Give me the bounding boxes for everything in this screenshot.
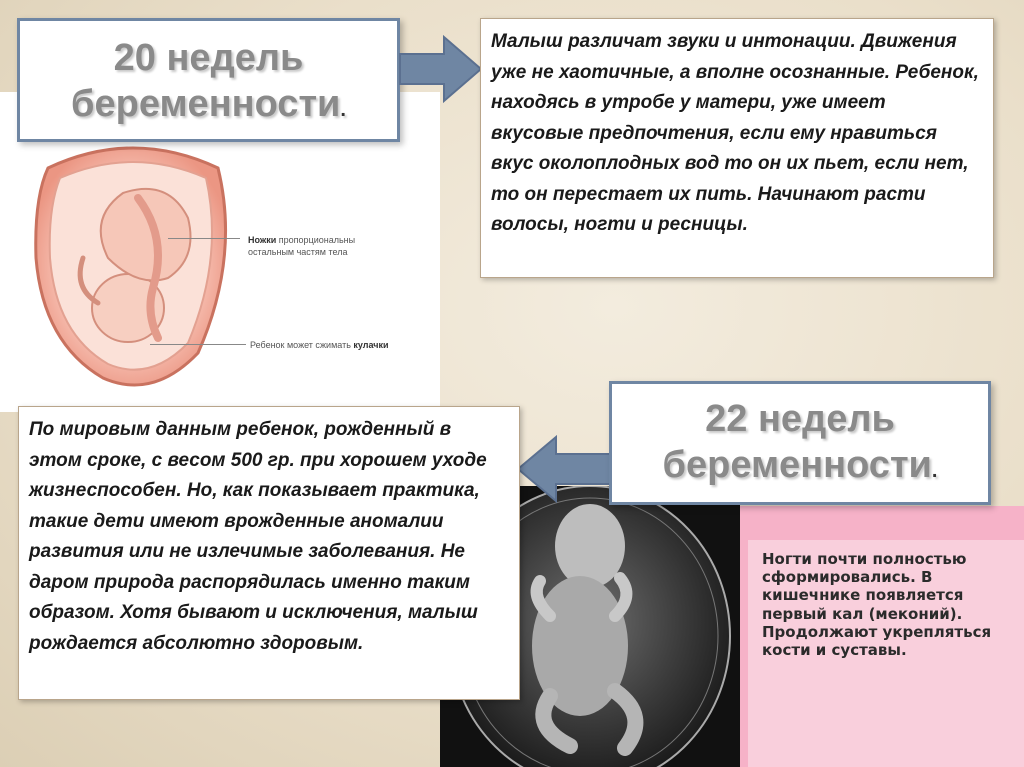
title-word-pregnancy-22: беременности bbox=[662, 444, 932, 486]
title-dot-22: . bbox=[931, 460, 938, 482]
pink-panel-text: Ногти почти полностью сформировались. В кишечнике появляется первый кал (меконий). Продолжают укрепляться кости и суставы. bbox=[762, 550, 992, 660]
caption-legs bbox=[248, 234, 378, 258]
caption-fists-text: Ребенок может сжимать bbox=[250, 340, 354, 350]
caption-fists bbox=[250, 339, 410, 351]
pointer-line-legs bbox=[168, 238, 240, 239]
caption-legs-text: пропорциональны остальным частям тела bbox=[248, 235, 356, 257]
description-20-weeks: Малыш различат звуки и интонации. Движения уже не хаотичные, а вполне осознанные. Ребенок, находясь в утробе у матери, уже имеет вкусовые предпочтения, если ему нравиться вкус околоплодных вод то он их пьет, если нет, то он перестает их пить. Начинают расти волосы, ногти и ресницы. bbox=[491, 31, 979, 235]
title-word-pregnancy-20: беременности bbox=[71, 83, 341, 125]
title-line-weeks-20: 20 недель bbox=[113, 37, 304, 79]
left-arrow-icon bbox=[514, 434, 614, 504]
title-box-20-weeks bbox=[17, 18, 400, 142]
title-line-weeks-22: 22 недель bbox=[705, 398, 895, 440]
title-box-22-weeks bbox=[609, 381, 991, 505]
text-box-22-weeks bbox=[18, 406, 520, 700]
uterus-illustration bbox=[28, 138, 238, 390]
title-line-pregnancy-22 bbox=[612, 442, 988, 494]
caption-fists-bold: кулачки bbox=[353, 340, 389, 350]
pointer-line-fists bbox=[150, 344, 246, 345]
title-line-pregnancy-20 bbox=[20, 81, 397, 133]
caption-legs-bold: Ножки bbox=[248, 235, 277, 245]
right-arrow-icon bbox=[398, 34, 484, 104]
title-dot-20: . bbox=[340, 99, 346, 121]
description-22-weeks: По мировым данным ребенок, рожденный в этом сроке, с весом 500 гр. при хорошем уходе жизнеспособен. Но, как показывает практика, такие дети имеют врожденные аномалии развития или не излечимые заболевания. Не даром природа распорядилась именно таким образом. Хотя бывают и исключения, малыш рождается абсолютно здоровым. bbox=[29, 419, 487, 654]
text-box-20-weeks bbox=[480, 18, 994, 278]
